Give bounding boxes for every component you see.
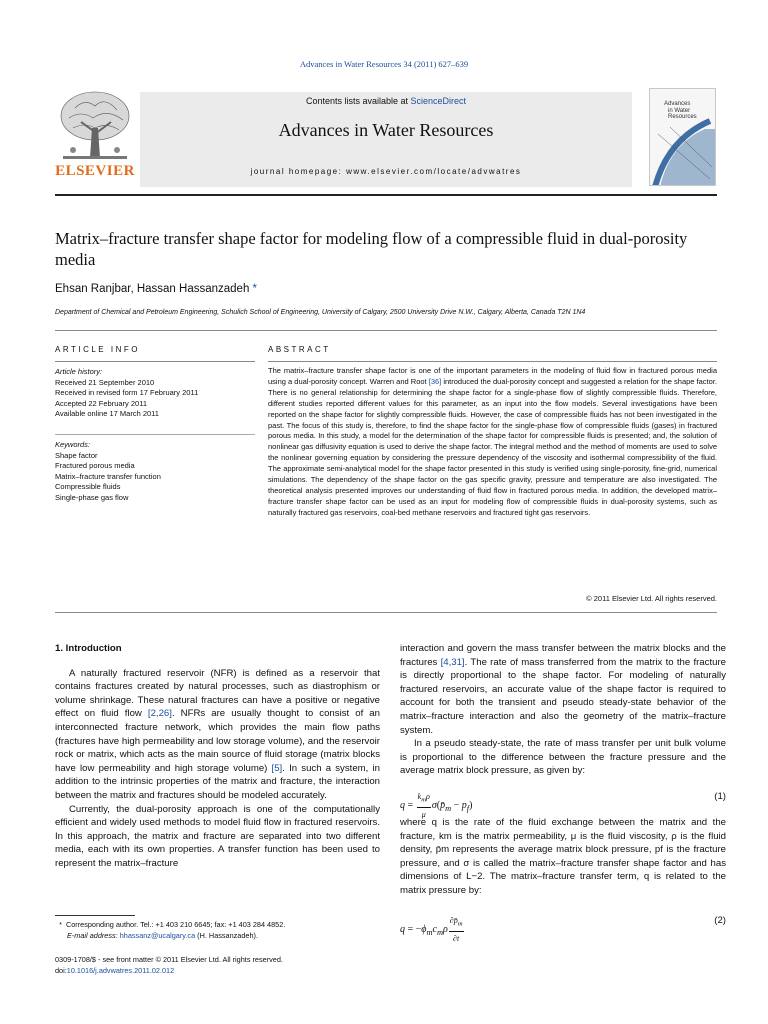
citation-link[interactable]: [36]: [428, 376, 442, 386]
history-entry: Received 21 September 2010: [55, 377, 155, 387]
equation-1: [400, 782, 726, 820]
equation-2-formula: $q = -\phi_mc_m\rho$ $\frac{\partial p̄_m}{\partial t}$: [400, 915, 463, 943]
keywords-list: [55, 440, 255, 504]
abstract-body: The matrix–fracture transfer shape factor is one of the important parameters in the modeling of fluid flow in fractured porous media using a dual-porosity concept. Warren and Root [36] introduced the dual-porosity concept and suggested a relation for the shape factor. There is no general relationship for determining the shape factor for a single-phase flow of slightly compressible fluids. Therefore, different studies reported different values for this parameter, as an input into the flow models. Several investigations have been reported on the shape factor for slightly compressible fluids. However, the case of compressible fluids has not been investigated in the past. The focus of this study is, therefore, to find the shape factor for the single-phase flow of compressible fluids (gases) in fractured porous media. In this study, a model for the determination of the shape factor for compressible fluids is presented; and, the solution of nonlinear gas diffusivity equation is used to derive the shape factor. The integral method and the method of moments are used to solve the nonlinear governing equation by considering the pressure dependency of the viscosity and isothermal compressibility of the fluid. The approximate semi-analytical model for the shape factor presented in this study is verified using single-porosity, fine-grid, numerical simulations. The dependency of the shape factor on the gas specific gravity, pressure and temperature are also investigated. The theoretical analysis presented improves our understanding of fluid flow in fractured porous media. In addition, the developed matrix–fracture transfer shape factor can be used as an input for modeling flow of compressible fluids in dual-porosity systems, such as naturally fractured gas reservoirs, coal-bed methane reservoirs and fractured tight gas reservoirs.: [268, 366, 717, 517]
paragraph: interaction and govern the mass transfer between the matrix blocks and the fractures [4,31]. The rate of mass transferred from the matrix to the fracture is directly proportional to the shape factor. For modeling of naturally fractured reservoirs, an accurate value of the shape factor is required to account for both the transient and pseudo steady-state behavior of the matrix–fracture interaction and also the geometry of the matrix–fracture system.: [400, 643, 726, 736]
doi-line: doi:10.1016/j.advwatres.2011.02.012: [55, 966, 175, 975]
paragraph: In a pseudo steady-state, the rate of mass transfer per unit bulk volume is proportional to the difference between the fracture pressure and the average matrix block pressure, as given by:: [400, 738, 726, 777]
keywords-label: Keywords:: [55, 440, 91, 449]
paragraph: Currently, the dual-porosity approach is one of the computationally efficient and widely used methods to model fluid flow in fractured reservoirs. In this approach, the matrix and fracture are separated into two different media, each with its own properties. A transfer function has been used to represent the matrix–fracture: [55, 803, 380, 869]
keywords-rule: [55, 434, 255, 435]
cover-title: Advances in Water Resources: [664, 101, 697, 120]
history-entry: Received in revised form 17 February 2011: [55, 388, 199, 398]
article-info-heading: ARTICLE INFO: [55, 345, 140, 354]
abstract-heading: ABSTRACT: [268, 345, 331, 354]
footnote-email: E-mail address: hhassanz@ucalgary.ca (H. Hassanzadeh).: [67, 931, 259, 940]
abstract-end-rule: [55, 612, 717, 613]
email-link[interactable]: hhassanz@ucalgary.ca: [119, 931, 196, 940]
history-label: Article history:: [55, 367, 103, 376]
equation-1-number: (1): [714, 790, 726, 802]
journal-name: Advances in Water Resources: [278, 120, 494, 140]
citation-link[interactable]: [5]: [271, 762, 283, 774]
history-entry: Accepted 22 February 2011: [55, 398, 148, 408]
history-entry: Available online 17 March 2011: [55, 409, 159, 419]
footnote-contact: * Corresponding author. Tel.: +1 403 210 6645; fax: +1 403 284 4852.: [59, 920, 286, 929]
article-title: Matrix–fracture transfer shape factor for modeling flow of a compressible fluid in dual-porosity media: [55, 229, 688, 269]
equation-1-formula: q = $\frac{k_m\rho}{\mu}$ $\sigma(p̄_m - p_f)$: [400, 791, 473, 820]
keyword: Single-phase gas flow: [55, 492, 129, 502]
corresponding-author-mark[interactable]: *: [252, 283, 258, 295]
keyword: Compressible fluids: [55, 482, 121, 492]
keyword: Matrix–fracture transfer function: [55, 471, 161, 481]
issn-line: 0309-1708/$ - see front matter © 2011 Elsevier Ltd. All rights reserved.: [55, 955, 283, 964]
footnote-rule: [55, 915, 135, 916]
equation-2-number: (2): [714, 914, 726, 926]
keyword: Fractured porous media: [55, 461, 135, 471]
contents-availability: [140, 96, 632, 106]
paragraph: A naturally fractured reservoir (NFR) is defined as a reservoir that contains fractures created by natural processes, such as diastrophism or volume shrinkage. These natural fractures can have a positive or negative effect on fluid flow [2,26]. NFRs are usually thought to consist of an interconnected fracture network, which provides the main flow paths (fractures have high permeability and low storage volume), and the reservoir rock or matrix, which acts as the main source of fluid storage (matrix blocks have low permeability and high storage volume) [5]. In such a system, in addition to the intrinsic properties of the matrix and fracture, the interaction between the matrix and fractures should be modeled accurately.: [55, 667, 380, 801]
journal-cover: [649, 88, 716, 186]
citation-link[interactable]: [2,26]: [147, 708, 172, 720]
body-column-left: [55, 642, 380, 871]
abstract-rule: [268, 361, 717, 362]
header-rule: [55, 194, 717, 196]
article-authors: Ehsan Ranjbar, Hassan Hassanzadeh *: [55, 283, 258, 295]
article-info-rule: [55, 361, 255, 362]
sciencedirect-link[interactable]: ScienceDirect: [410, 96, 467, 106]
section-heading: 1. Introduction: [55, 643, 122, 654]
body-column-right: [400, 642, 726, 943]
author-affiliation: Department of Chemical and Petroleum Engineering, Schulich School of Engineering, University of Calgary, 2500 University Drive N.W., Calgary, Alberta, Canada T2N 1N4: [55, 309, 586, 316]
journal-reference[interactable]: Advances in Water Resources 34 (2011) 627–639: [299, 59, 469, 69]
issn-block: [55, 954, 385, 976]
abstract-copyright: © 2011 Elsevier Ltd. All rights reserved.: [586, 594, 717, 603]
elsevier-wordmark: ELSEVIER: [55, 163, 135, 179]
paragraph: where q is the rate of the fluid exchange between the matrix and the fracture, km is the matrix permeability, μ is the fluid viscosity, ρ is the fluid density, p̄m represents the average matrix block pressure, pf is the fracture pressure, and σ is called the matrix–fracture transfer shape factor and has dimensions of L−2. The matrix–fracture transfer term, q is related to the matrix pressure by:: [400, 816, 726, 896]
article-history: [55, 367, 255, 420]
corresponding-author-footnote: [55, 919, 385, 941]
equation-2: [400, 906, 726, 943]
journal-homepage[interactable]: journal homepage: www.elsevier.com/locate/advwatres: [250, 167, 522, 176]
contents-prefix: Contents lists available at: [305, 96, 411, 106]
doi-link[interactable]: 10.1016/j.advwatres.2011.02.012: [66, 966, 175, 975]
title-rule: [55, 330, 717, 331]
keyword: Shape factor: [55, 450, 98, 460]
citation-link[interactable]: [4,31]: [440, 656, 465, 668]
